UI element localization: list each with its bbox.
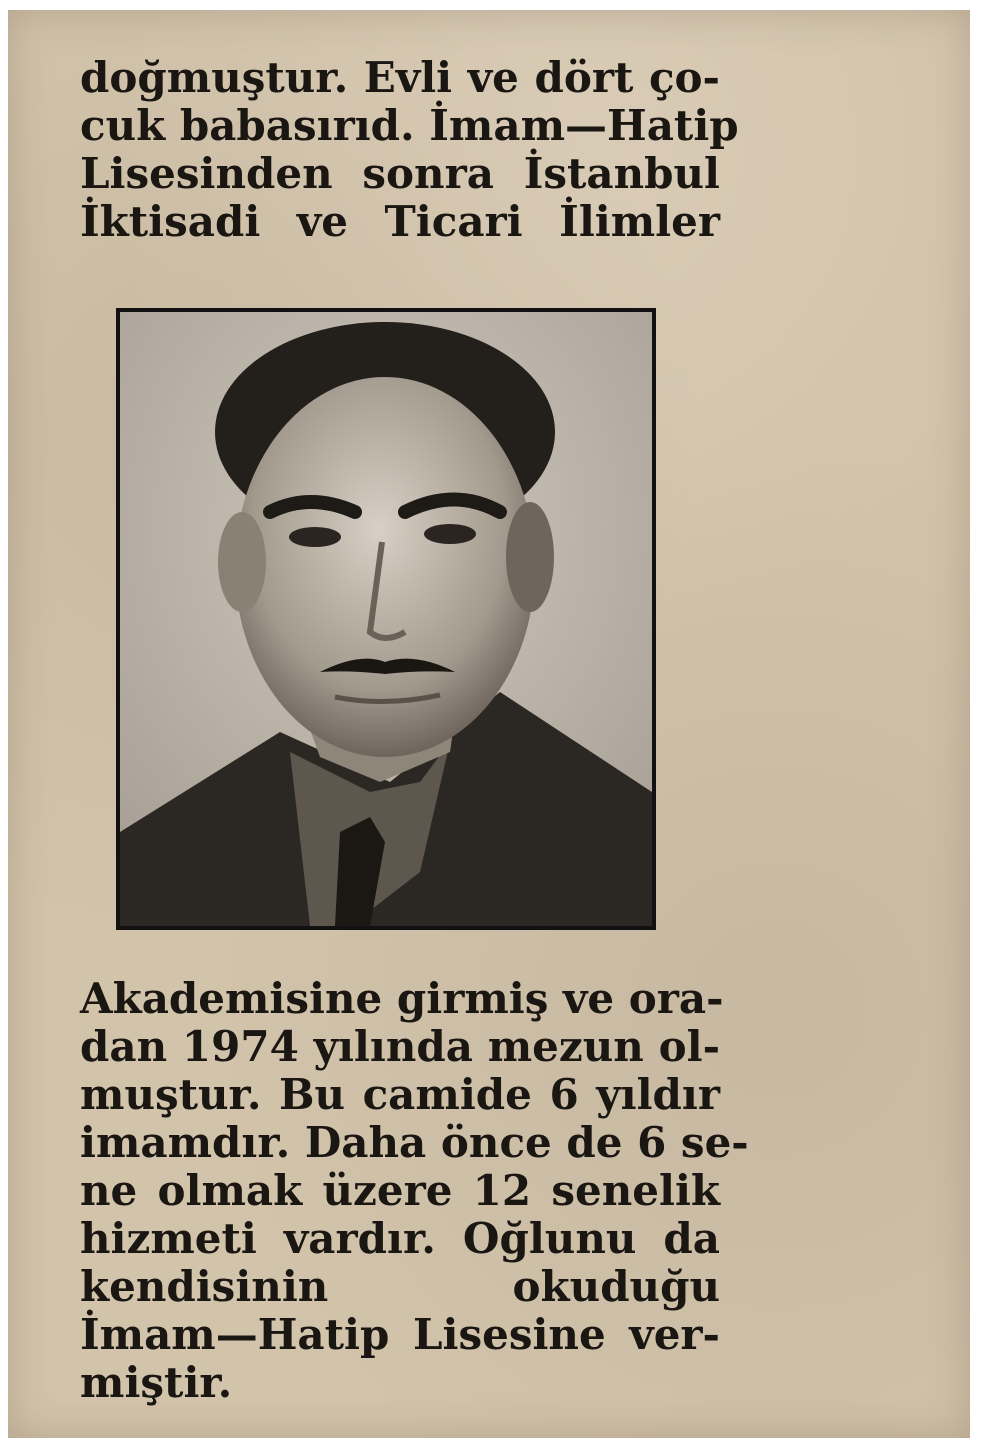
text-line: dan 1974 yılında mezun ol- [80,1022,720,1071]
text-line: doğmuştur. Evli ve dört ço- [80,53,720,102]
text-line: muştur. Bu camide 6 yıldır [80,1070,720,1119]
text-line: Akademisine girmiş ve ora- [80,974,724,1023]
text-line: İmam—Hatip Lisesine ver- [80,1310,720,1359]
portrait-photo [116,308,656,930]
text-line: miştir. [80,1358,233,1407]
text-line: ne olmak üzere 12 senelik [80,1166,720,1215]
newspaper-clipping [8,10,970,1438]
text-line: cuk babasırıd. İmam—Hatip [80,101,739,150]
text-line: Lisesinden sonra İstanbul [80,149,720,198]
portrait-photo-icon [120,312,652,926]
article-text-top [80,53,739,246]
text-line: İktisadi ve Ticari İlimler [80,197,720,246]
article-text-bottom [80,974,749,1407]
text-line: kendisinin okuduğu [80,1262,720,1311]
text-line: hizmeti vardır. Oğlunu da [80,1214,720,1263]
text-line: imamdır. Daha önce de 6 se- [80,1118,749,1167]
